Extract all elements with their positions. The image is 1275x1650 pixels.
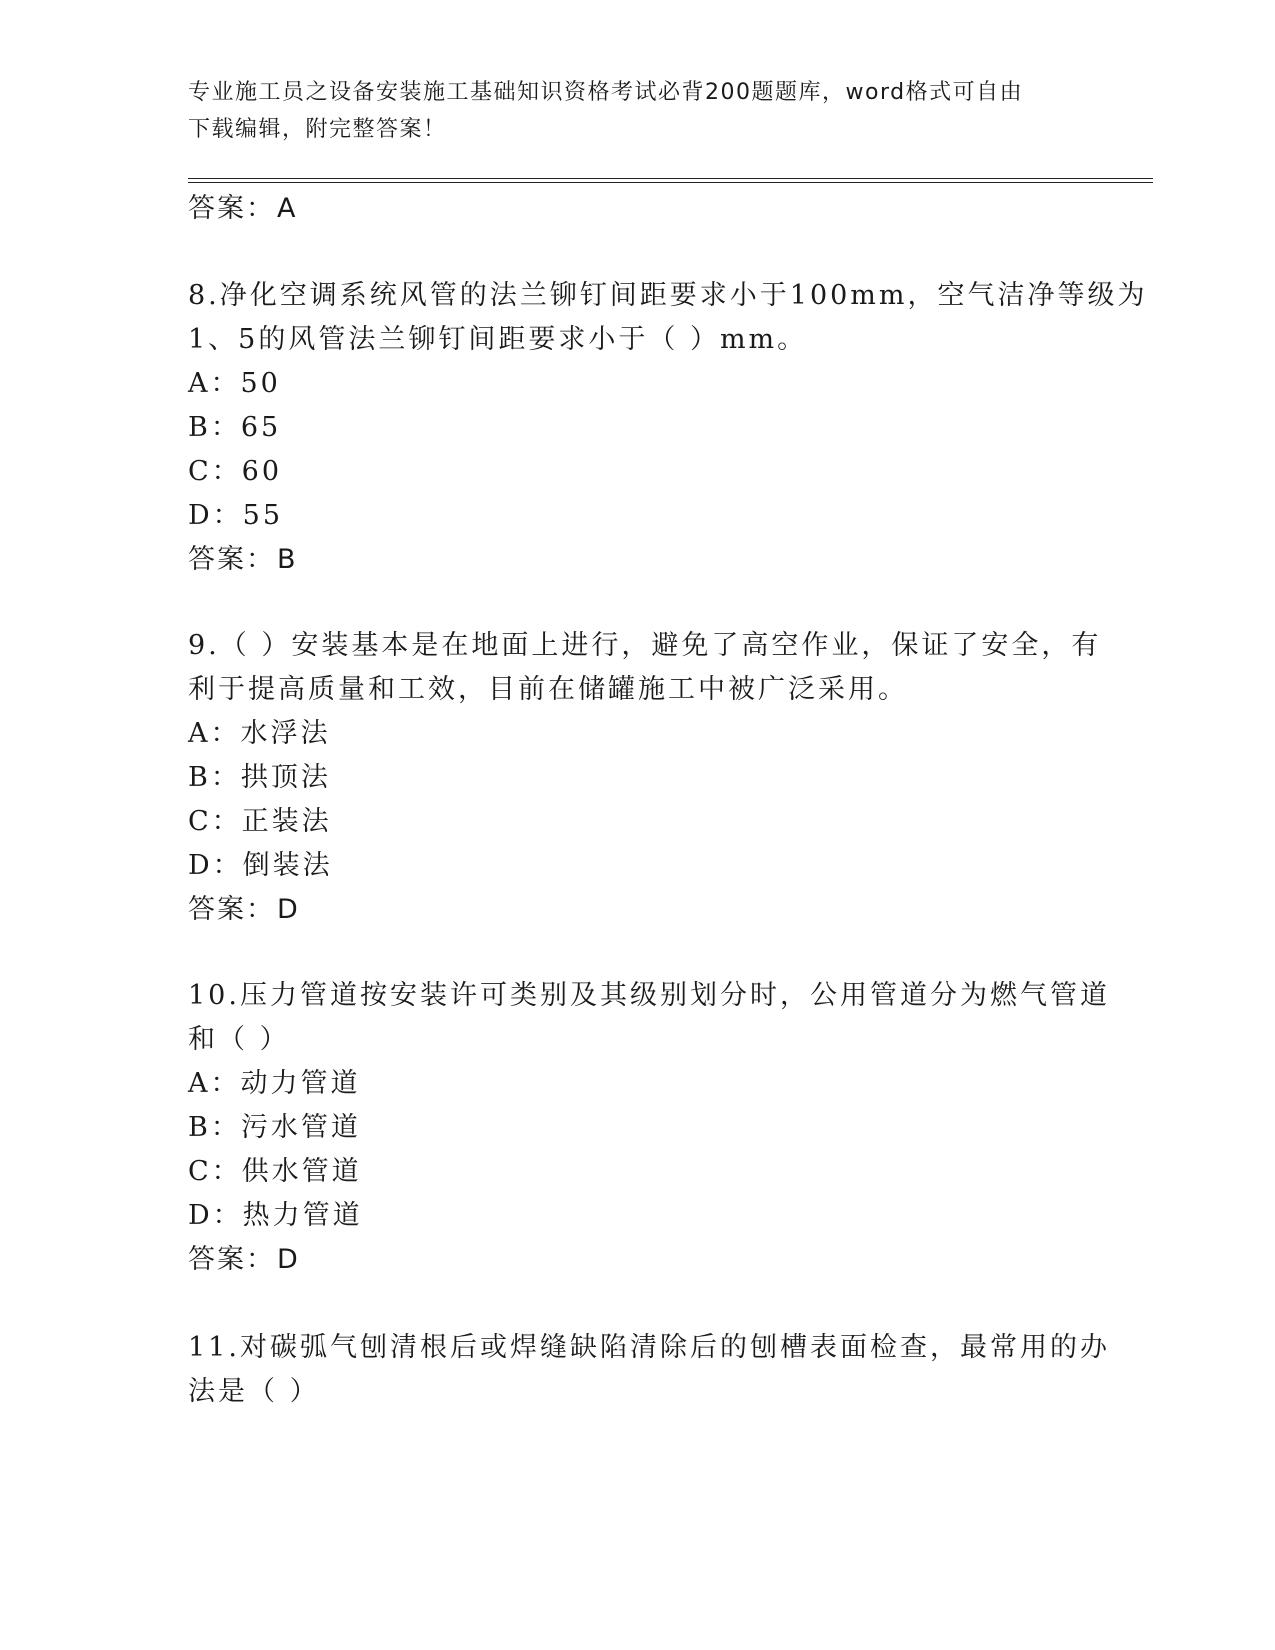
header-line-1: 专业施工员之设备安装施工基础知识资格考试必背200题题库，word格式可自由 xyxy=(188,80,1024,105)
answer-label: 答案： xyxy=(188,1244,275,1275)
document-header xyxy=(188,74,1088,148)
question-11-line-1: 11.对碳弧气刨清根后或焊缝缺陷清除后的刨槽表面检查，最常用的办 xyxy=(188,1332,1110,1363)
question-9-option-d: D：倒装法 xyxy=(188,850,333,881)
answer-value: D xyxy=(277,894,300,925)
question-10-line-1: 10.压力管道按安装许可类别及其级别划分时，公用管道分为燃气管道 xyxy=(188,980,1110,1011)
question-10-line-2: 和（ ） xyxy=(188,1024,290,1055)
question-10-option-c: C：供水管道 xyxy=(188,1156,362,1187)
question-9-line-1: 9.（ ）安装基本是在地面上进行，避免了高空作业，保证了安全，有 xyxy=(188,630,1102,661)
answer-label: 答案： xyxy=(188,544,275,575)
question-8-option-d: D：55 xyxy=(188,500,284,531)
answer-prev xyxy=(188,186,297,225)
answer-value: A xyxy=(277,193,298,224)
answer-label: 答案： xyxy=(188,193,275,224)
question-10-option-d: D：热力管道 xyxy=(188,1200,363,1231)
question-9-answer xyxy=(188,887,300,926)
question-8-option-a: A：50 xyxy=(188,368,281,399)
answer-value: D xyxy=(277,1244,300,1275)
question-10-option-a: A：动力管道 xyxy=(188,1068,361,1099)
question-8-option-b: B：65 xyxy=(188,412,282,443)
question-8-option-c: C：60 xyxy=(188,456,283,487)
question-9-option-c: C：正装法 xyxy=(188,806,332,837)
question-9-option-b: B：拱顶法 xyxy=(188,762,331,793)
answer-value: B xyxy=(277,544,298,575)
header-rule-bottom xyxy=(188,182,1153,183)
question-8-line-1: 8.净化空调系统风管的法兰铆钉间距要求小于100mm，空气洁净等级为 xyxy=(188,280,1148,311)
question-10-option-b: B：污水管道 xyxy=(188,1112,361,1143)
header-line-2: 下载编辑，附完整答案！ xyxy=(188,117,447,142)
question-11-line-2: 法是（ ） xyxy=(188,1376,320,1407)
header-rule-top xyxy=(188,178,1153,179)
question-8-line-2: 1、5的风管法兰铆钉间距要求小于（ ）mm。 xyxy=(188,324,808,355)
answer-label: 答案： xyxy=(188,894,275,925)
question-9-option-a: A：水浮法 xyxy=(188,718,331,749)
question-10-answer xyxy=(188,1237,300,1276)
question-8-answer xyxy=(188,537,298,576)
question-9-line-2: 利于提高质量和工效，目前在储罐施工中被广泛采用。 xyxy=(188,674,908,705)
